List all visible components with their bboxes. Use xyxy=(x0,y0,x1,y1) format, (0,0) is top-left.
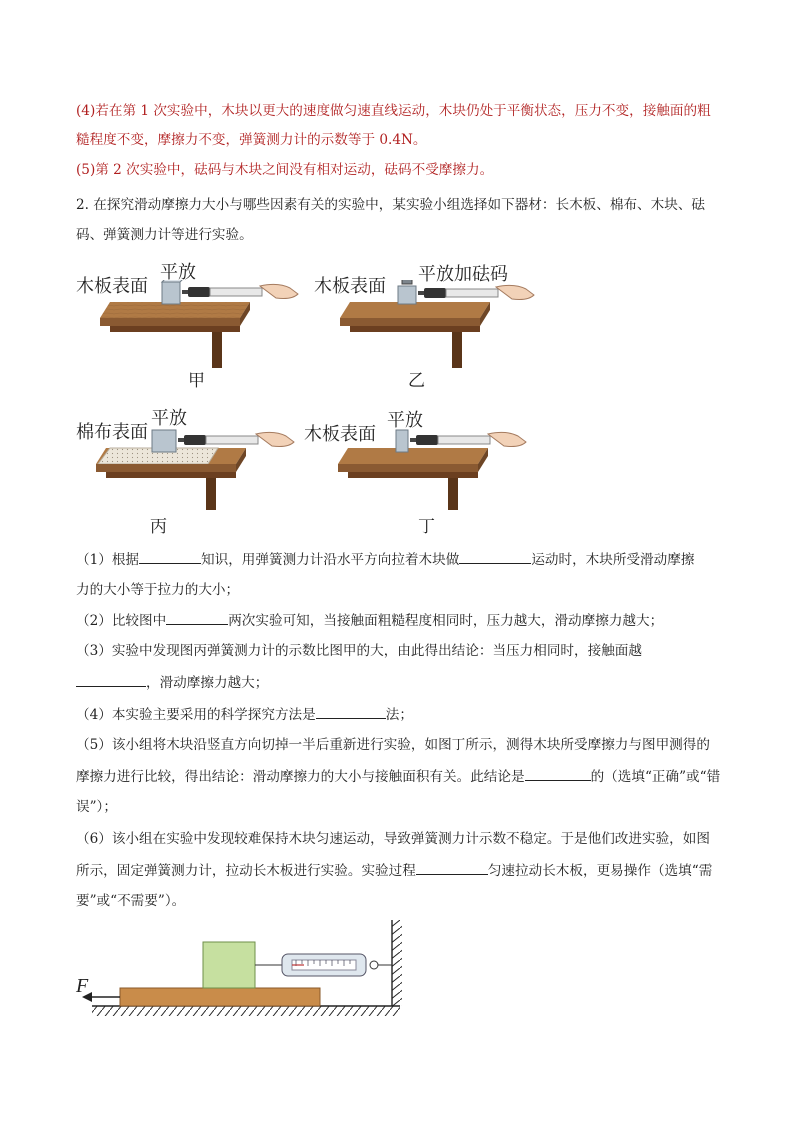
placement-label-ding: 平放 xyxy=(387,410,423,431)
surface-label-bing: 棉布表面 xyxy=(76,422,148,443)
question2-stem-line1: 2. 在探究滑动摩擦力大小与哪些因素有关的实验中，某实验小组选择如下器材：长木板、棉布、木块、砝 xyxy=(76,197,706,213)
question-item-5-line1: （5）该小组将木块沿竖直方向切掉一半后重新进行实验，如图丁所示，测得木块所受摩擦力与图甲测得的 xyxy=(76,737,710,753)
surface-label-ding: 木板表面 xyxy=(304,424,376,445)
answer-blank[interactable] xyxy=(166,610,228,625)
surface-label-jia: 木板表面 xyxy=(76,276,148,297)
question2-stem-line2: 码、弹簧测力计等进行实验。 xyxy=(76,227,253,243)
question-item-4: （4）本实验主要采用的科学探究方法是 法； xyxy=(76,704,413,725)
placement-label-jia: 平放 xyxy=(160,262,196,283)
answer-blank[interactable] xyxy=(525,766,591,781)
wall-hatching xyxy=(392,920,402,1006)
force-label: F xyxy=(76,975,89,997)
caption-jia: 甲 xyxy=(188,371,205,391)
answer-blank[interactable] xyxy=(139,549,201,564)
question-item-2: （2）比较图中 两次实验可知，当接触面粗糙程度相同时，压力越大，滑动摩擦力越大； xyxy=(76,610,663,631)
surface-label-yi: 木板表面 xyxy=(314,276,386,297)
question-item-1-line2: 力的大小等于拉力的大小； xyxy=(76,582,240,598)
question-item-6-line3: 要”或“不需要”）。 xyxy=(76,893,186,909)
placement-label-bing: 平放 xyxy=(151,408,187,429)
question-item-3-line1: （3）实验中发现图丙弹簧测力计的示数比图甲的大，由此得出结论：当压力相同时，接触面越 xyxy=(76,643,642,659)
long-board xyxy=(120,988,320,1006)
question-item-6-line2: 所示，固定弹簧测力计，拉动长木板进行实验。实验过程 匀速拉动长木板，更易操作（选填“需 xyxy=(76,860,712,881)
answer-blank[interactable] xyxy=(416,860,488,875)
wooden-block xyxy=(203,942,255,988)
question-item-1-line1: （1）根据 知识，用弹簧测力计沿水平方向拉着木块做 运动时，木块所受滑动摩擦 xyxy=(76,549,694,570)
answer-blank[interactable] xyxy=(459,549,531,564)
placement-label-yi: 平放加砝码 xyxy=(418,264,508,285)
answer-blank[interactable] xyxy=(316,704,386,719)
caption-ding: 丁 xyxy=(418,517,435,537)
answer-4-line2: 糙程度不变，摩擦力不变，弹簧测力计的示数等于 0.4N。 xyxy=(76,132,427,148)
question-item-5-line2: 摩擦力进行比较，得出结论：滑动摩擦力的大小与接触面积有关。此结论是 的（选填“正确”或“错 xyxy=(76,766,720,787)
answer-5: (5)第 2 次实验中，砝码与木块之间没有相对运动，砝码不受摩擦力。 xyxy=(76,162,494,178)
caption-bing: 丙 xyxy=(150,517,167,537)
apparatus-diagram xyxy=(70,920,415,1025)
question-item-5-line3: 误”）； xyxy=(76,799,117,815)
spring-scale xyxy=(282,954,392,976)
question-item-6-line1: （6）该小组在实验中发现较难保持木块匀速运动，导致弹簧测力计示数不稳定。于是他们改进实验，如图 xyxy=(76,831,710,847)
caption-yi: 乙 xyxy=(408,371,425,391)
answer-4-line1: (4)若在第 1 次实验中，木块以更大的速度做匀速直线运动，木块仍处于平衡状态，压力不变，接触面的粗 xyxy=(76,103,711,119)
ground-hatching xyxy=(92,1006,400,1016)
question-item-3-line2: ，滑动摩擦力越大； xyxy=(76,672,268,693)
answer-blank[interactable] xyxy=(76,672,146,687)
